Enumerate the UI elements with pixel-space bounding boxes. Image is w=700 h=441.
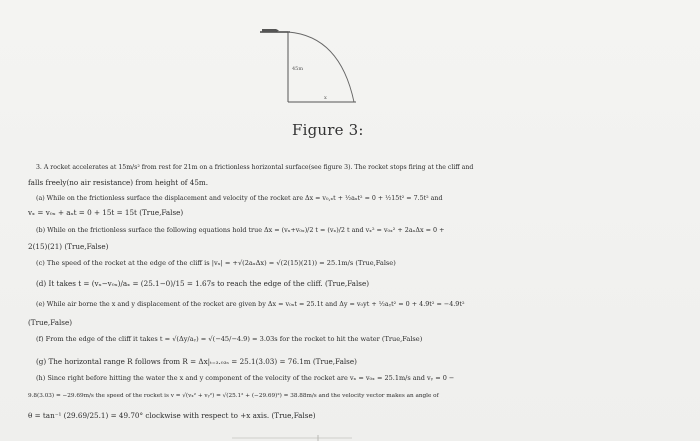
problem-line-11: (f) From the edge of the cliff it takes t = √(Δy/aᵧ) = √(−45/−4.9) = 3.03s for the rocket to hit the water (True,False) xyxy=(36,335,423,343)
height-label: 45m xyxy=(292,66,304,72)
problem-line-7: (c) The speed of the rocket at the edge of the cliff is |vₓ| = +√(2aₓΔx) = √(2(15)(21)) = 25.1m/s (True,False) xyxy=(36,259,396,267)
problem-line-3: (a) While on the frictionless surface the displacement and velocity of the rocket are Δx = v₀,ₓt + ½aₓt² = 0 + ½15t² = 7.5t² and xyxy=(36,195,443,202)
problem-line-14: 9.8(3.03) = −29.69m/s the speed of the rocket is v = √(vₓ² + vᵧ²) = √(25.1² + (−29.69)²) = 38.88m/s and the velocity vector makes an angle of xyxy=(28,393,439,399)
problem-line-1: 3. A rocket accelerates at 15m/s² from rest for 21m on a frictionless horizontal surface(see figure 3). The rocket stops firing at the cliff and xyxy=(36,164,474,171)
problem-line-6: 2(15)(21) (True,False) xyxy=(28,242,109,251)
problem-line-2: falls freely(no air resistance) from height of 45m. xyxy=(28,178,208,187)
problem-line-8: (d) It takes t = (vₓ−v₀ₓ)/aₓ = (25.1−0)/15 = 1.67s to reach the edge of the cliff. (True,False) xyxy=(36,279,370,288)
problem-line-15: θ = tan⁻¹ (29.69/25.1) = 49.70° clockwise with respect to +x axis. (True,False) xyxy=(28,411,316,420)
problem-line-5: (b) While on the frictionless surface the following equations hold true Δx = (vₓ+v₀ₓ)/2 t = (vₓ)/2 t and vₓ² = v₀ₓ² + 2aₓΔx = 0 + xyxy=(36,226,445,234)
cliff-trajectory-figure xyxy=(230,20,360,108)
range-label: x xyxy=(324,95,327,101)
page-bottom-mark xyxy=(232,432,352,441)
problem-line-13: (h) Since right before hitting the water the x and y component of the velocity of the rocket are vₓ = v₀ₓ = 25.1m/s and vᵧ = 0 − xyxy=(36,374,455,382)
figure-caption: Figure 3: xyxy=(292,121,364,139)
rocket-shape xyxy=(262,29,279,32)
problem-line-4: vₓ = v₀ₓ + aₓt = 0 + 15t = 15t (True,False) xyxy=(28,208,184,217)
problem-line-9: (e) While air borne the x and y displacement of the rocket are given by Δx = v₀ₓt = 25.1t and Δy = v₀yt + ½aᵧt² = 0 + 4.9t² = −4.9t² xyxy=(36,300,465,308)
problem-line-10: (True,False) xyxy=(28,318,73,327)
problem-line-12: (g) The horizontal range R follows from R = Δx|ₜ₌₃.₀₃ₛ = 25.1(3.03) = 76.1m (True,False) xyxy=(36,357,357,366)
